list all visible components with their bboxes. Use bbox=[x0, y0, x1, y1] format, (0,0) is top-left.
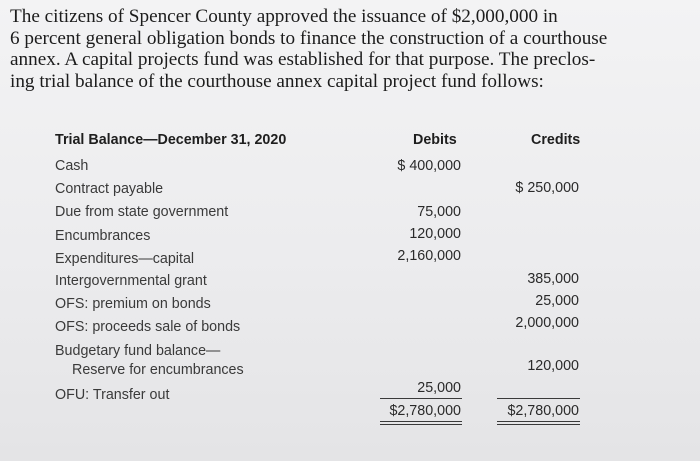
debit-ofu-transfer-out: 25,000 bbox=[417, 380, 461, 396]
question-line-4: ing trial balance of the courthouse annex capital project fund follows: bbox=[10, 70, 544, 92]
debit-total-double-rule-bottom bbox=[380, 424, 462, 425]
credit-total: $2,780,000 bbox=[507, 403, 579, 419]
account-encumbrances: Encumbrances bbox=[55, 228, 151, 244]
credit-contract-payable: $ 250,000 bbox=[515, 180, 579, 196]
account-ofs-premium: OFS: premium on bonds bbox=[55, 296, 211, 312]
account-reserve-for-encumbrances: Reserve for encumbrances bbox=[72, 362, 244, 378]
debit-cash: $ 400,000 bbox=[397, 158, 461, 174]
trial-balance-title: Trial Balance—December 31, 2020 bbox=[55, 132, 287, 148]
debit-total: $2,780,000 bbox=[389, 403, 461, 419]
account-contract-payable: Contract payable bbox=[55, 181, 164, 197]
question-line-2: 6 percent general obligation bonds to finance the construction of a courthouse bbox=[10, 27, 608, 49]
credit-reserve-for-encumbrances: 120,000 bbox=[527, 358, 579, 374]
question-line-3: annex. A capital projects fund was established for that purpose. The preclos- bbox=[10, 49, 596, 70]
account-cash: Cash bbox=[55, 158, 89, 174]
debit-subtotal-rule bbox=[380, 398, 462, 399]
account-due-from-state: Due from state government bbox=[55, 204, 229, 220]
credits-header: Credits bbox=[531, 132, 581, 148]
account-ofu-transfer-out: OFU: Transfer out bbox=[55, 387, 170, 403]
question-line-1: The citizens of Spencer County approved the issuance of $2,000,000 in bbox=[10, 6, 558, 27]
debit-encumbrances: 120,000 bbox=[409, 226, 461, 242]
credit-ofs-proceeds: 2,000,000 bbox=[515, 315, 579, 331]
debit-expenditures-capital: 2,160,000 bbox=[397, 248, 461, 264]
debits-header: Debits bbox=[413, 132, 457, 148]
credit-subtotal-rule bbox=[497, 398, 580, 399]
credit-intergovernmental-grant: 385,000 bbox=[527, 271, 579, 287]
debit-total-double-rule-top bbox=[380, 421, 462, 422]
credit-ofs-premium: 25,000 bbox=[535, 293, 579, 309]
account-budgetary-fund-balance: Budgetary fund balance— bbox=[55, 343, 221, 359]
credit-total-double-rule-top bbox=[497, 421, 580, 422]
debit-due-from-state: 75,000 bbox=[417, 204, 461, 220]
account-intergovernmental-grant: Intergovernmental grant bbox=[55, 273, 207, 289]
credit-total-double-rule-bottom bbox=[497, 424, 580, 425]
account-ofs-proceeds: OFS: proceeds sale of bonds bbox=[55, 319, 241, 335]
account-expenditures-capital: Expenditures—capital bbox=[55, 251, 195, 267]
